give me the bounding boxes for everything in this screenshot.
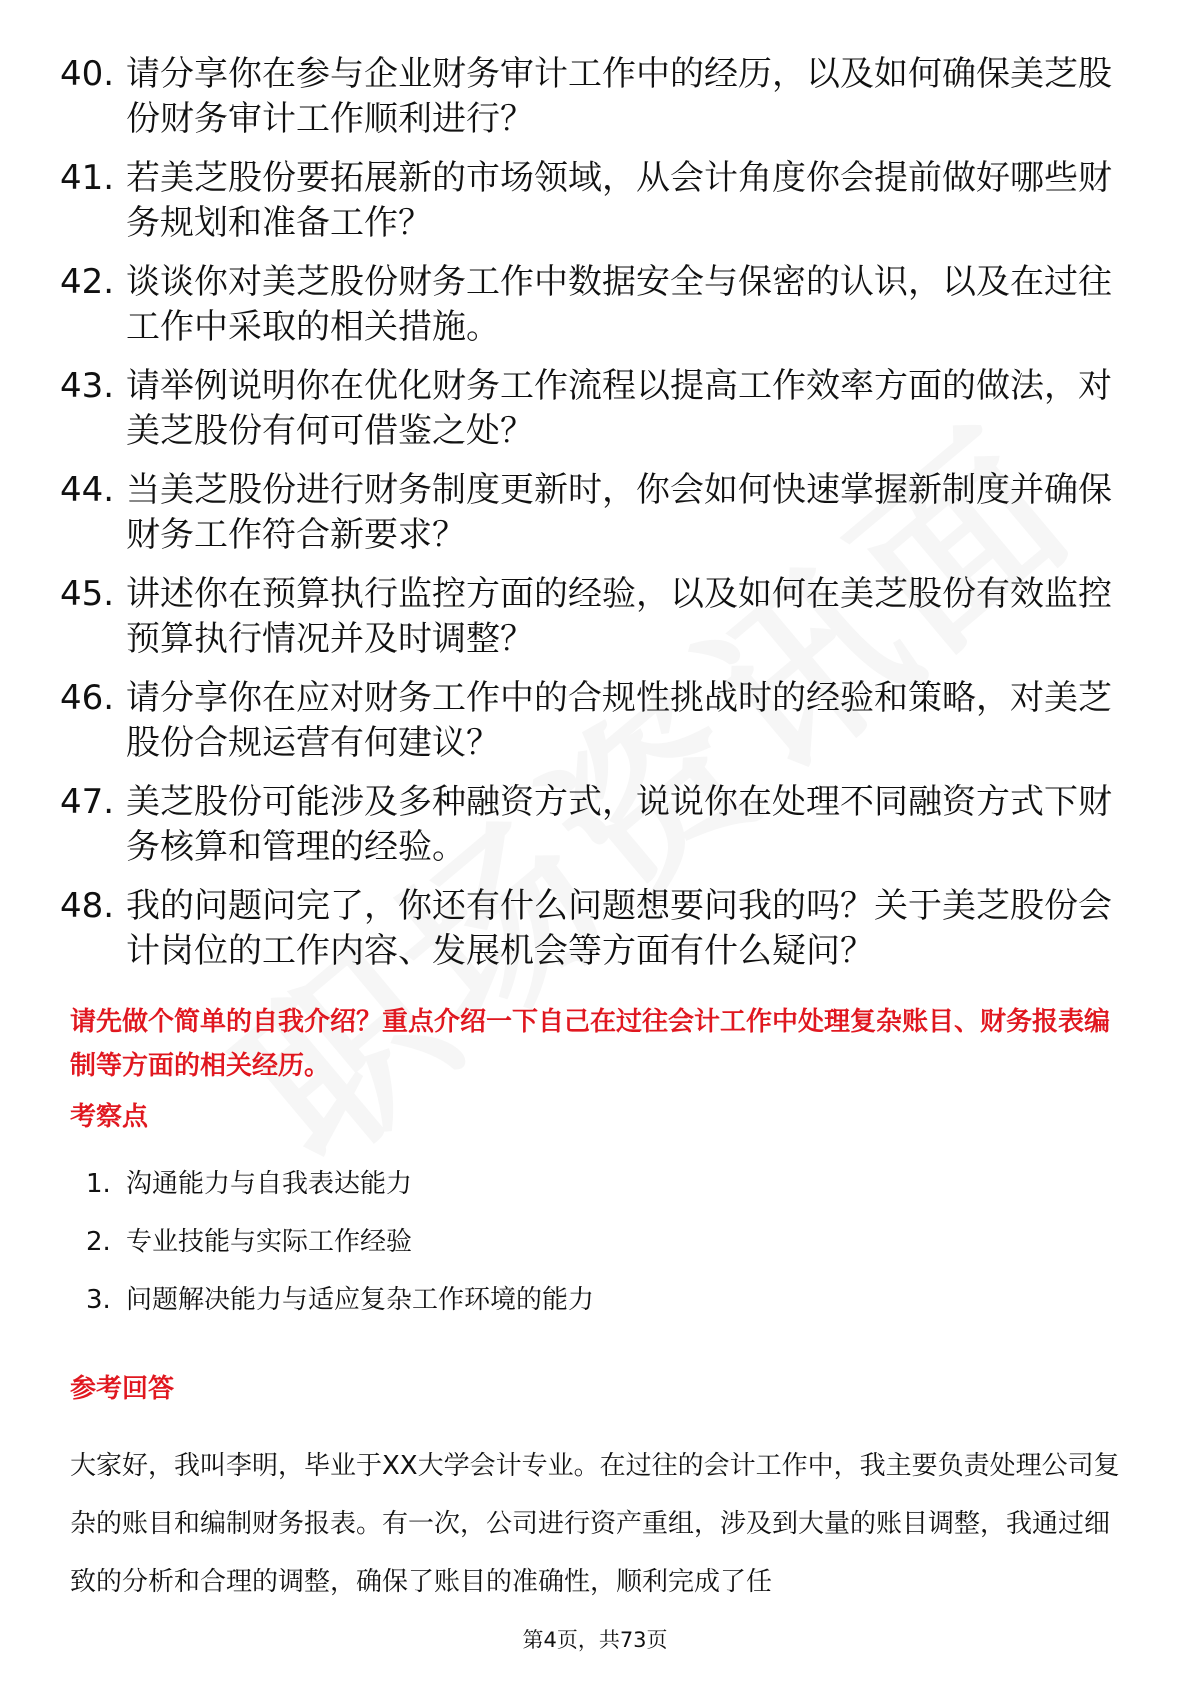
question-number: 44. <box>60 470 115 510</box>
question-text: 请分享你在应对财务工作中的合规性挑战时的经验和策略，对美芝股份合规运营有何建议？ <box>126 678 1112 763</box>
question-text: 美芝股份可能涉及多种融资方式，说说你在处理不同融资方式下财务核算和管理的经验。 <box>126 782 1112 867</box>
question-text: 讲述你在预算执行监控方面的经验，以及如何在美芝股份有效监控预算执行情况并及时调整？ <box>126 574 1112 659</box>
question-number: 41. <box>60 158 115 198</box>
interview-prompt: 请先做个简单的自我介绍？重点介绍一下自己在过往会计工作中处理复杂账目、财务报表编制等方面的相关经历。 <box>70 1007 1111 1081</box>
question-item <box>60 468 1130 558</box>
reference-heading: 参考回答 <box>70 1374 175 1404</box>
question-number: 47. <box>60 782 115 822</box>
question-text: 请举例说明你在优化财务工作流程以提高工作效率方面的做法，对美芝股份有何可借鉴之处？ <box>126 366 1112 451</box>
question-text: 若美芝股份要拓展新的市场领域，从会计角度你会提前做好哪些财务规划和准备工作？ <box>126 158 1112 243</box>
question-number: 42. <box>60 262 115 302</box>
focus-point-text: 问题解决能力与适应复杂工作环境的能力 <box>126 1285 595 1315</box>
focus-heading: 考察点 <box>70 1102 149 1132</box>
question-item <box>60 364 1130 454</box>
focus-point-number: 2. <box>86 1227 111 1257</box>
page-footer: 第4页，共73页 <box>522 1628 668 1652</box>
focus-point-text: 专业技能与实际工作经验 <box>126 1227 413 1257</box>
question-item <box>60 52 1130 142</box>
focus-point-list <box>86 1165 594 1339</box>
focus-point-text: 沟通能力与自我表达能力 <box>126 1169 413 1199</box>
question-text: 我的问题问完了，你还有什么问题想要问我的吗？关于美芝股份会计岗位的工作内容、发展机会等方面有什么疑问？ <box>126 886 1112 971</box>
question-number: 45. <box>60 574 115 614</box>
question-text: 当美芝股份进行财务制度更新时，你会如何快速掌握新制度并确保财务工作符合新要求？ <box>126 470 1112 555</box>
question-item <box>60 676 1130 766</box>
question-item <box>60 260 1130 350</box>
question-number: 40. <box>60 54 115 94</box>
question-item <box>60 572 1130 662</box>
reference-answer: 大家好，我叫李明，毕业于XX大学会计专业。在过往的会计工作中，我主要负责处理公司复杂的账目和编制财务报表。有一次，公司进行资产重组，涉及到大量的账目调整，我通过细致的分析和合理的调整，确保了账目的准确性，顺利完成了任 <box>70 1451 1120 1597</box>
question-item <box>60 156 1130 246</box>
question-text: 请分享你在参与企业财务审计工作中的经历，以及如何确保美芝股份财务审计工作顺利进行？ <box>126 54 1112 139</box>
question-item <box>60 884 1130 974</box>
question-list <box>60 52 1130 988</box>
question-number: 43. <box>60 366 115 406</box>
focus-point-number: 1. <box>86 1169 111 1199</box>
focus-point <box>86 1223 594 1281</box>
focus-point <box>86 1281 594 1339</box>
question-number: 48. <box>60 886 115 926</box>
question-number: 46. <box>60 678 115 718</box>
question-text: 谈谈你对美芝股份财务工作中数据安全与保密的认识，以及在过往工作中采取的相关措施。 <box>126 262 1112 347</box>
focus-point-number: 3. <box>86 1285 111 1315</box>
question-item <box>60 780 1130 870</box>
focus-point <box>86 1165 594 1223</box>
